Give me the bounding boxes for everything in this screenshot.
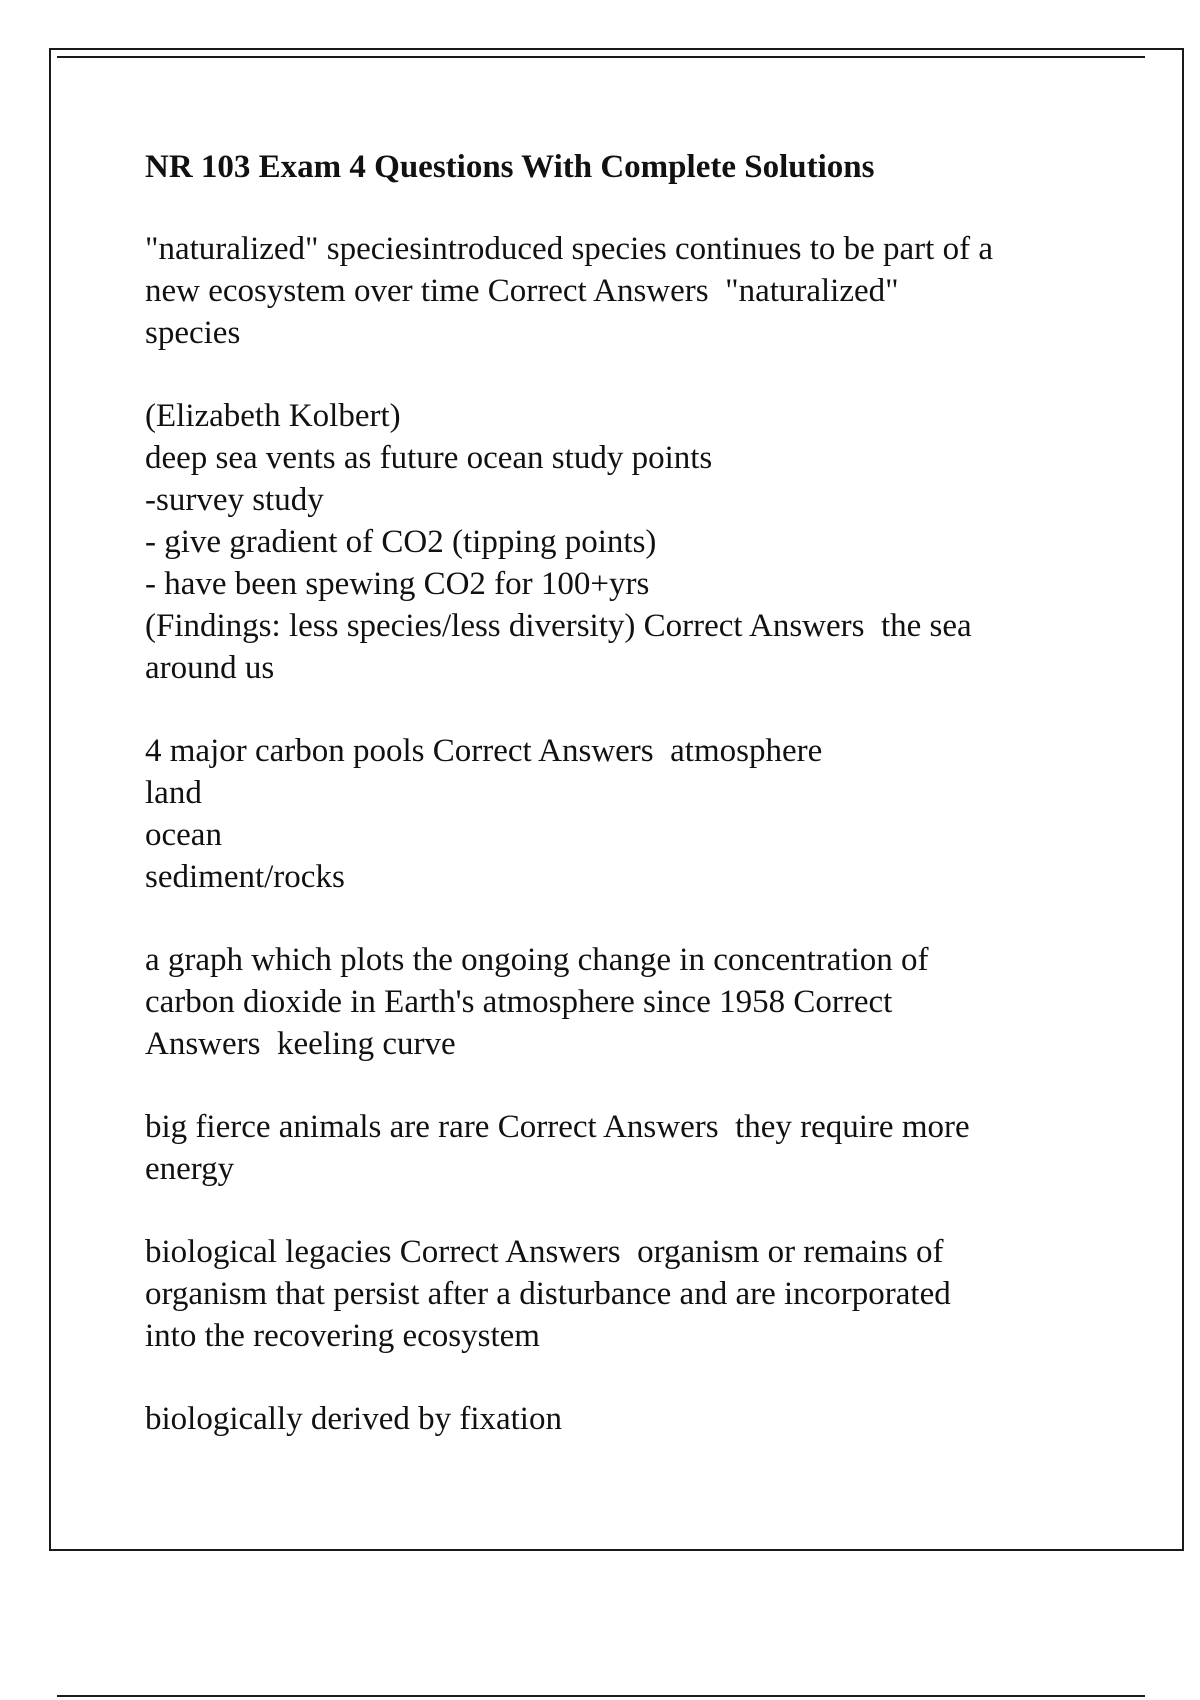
qa-entry [145,730,1095,898]
entry-line: (Findings: less species/less diversity) Correct Answers the sea [145,608,972,644]
qa-entry [145,395,1095,689]
entry-line: into the recovering ecosystem [145,1318,540,1354]
footer-rule [57,1695,1145,1697]
qa-entry [145,1398,1095,1440]
document-body [145,146,1095,1481]
entry-line: ocean [145,817,222,853]
qa-entry [145,1106,1095,1190]
entry-line: -survey study [145,482,324,518]
header-rule [57,56,1145,58]
qa-entry [145,1231,1095,1357]
entry-line: (Elizabeth Kolbert) [145,398,401,434]
document-title: NR 103 Exam 4 Questions With Complete Solutions [145,149,875,185]
qa-entry [145,228,1095,354]
entry-line: Answers keeling curve [145,1026,456,1062]
entry-line: - give gradient of CO2 (tipping points) [145,524,657,560]
entry-line: biologically derived by fixation [145,1401,562,1437]
entry-line: organism that persist after a disturbance and are incorporated [145,1276,951,1312]
qa-entry [145,939,1095,1065]
entry-line: new ecosystem over time Correct Answers "naturalized" [145,273,899,309]
entry-line: 4 major carbon pools Correct Answers atmosphere [145,733,823,769]
entry-line: big fierce animals are rare Correct Answers they require more [145,1109,970,1145]
entry-line: energy [145,1151,235,1187]
entry-line: sediment/rocks [145,859,345,895]
entry-line: deep sea vents as future ocean study points [145,440,713,476]
entry-line: - have been spewing CO2 for 100+yrs [145,566,650,602]
entry-line: land [145,775,202,811]
entry-line: species [145,315,241,351]
entry-line: biological legacies Correct Answers organism or remains of [145,1234,944,1270]
entry-line: "naturalized" speciesintroduced species continues to be part of a [145,231,993,267]
entry-line: a graph which plots the ongoing change in concentration of [145,942,929,978]
entry-line: around us [145,650,275,686]
entry-line: carbon dioxide in Earth's atmosphere since 1958 Correct [145,984,893,1020]
